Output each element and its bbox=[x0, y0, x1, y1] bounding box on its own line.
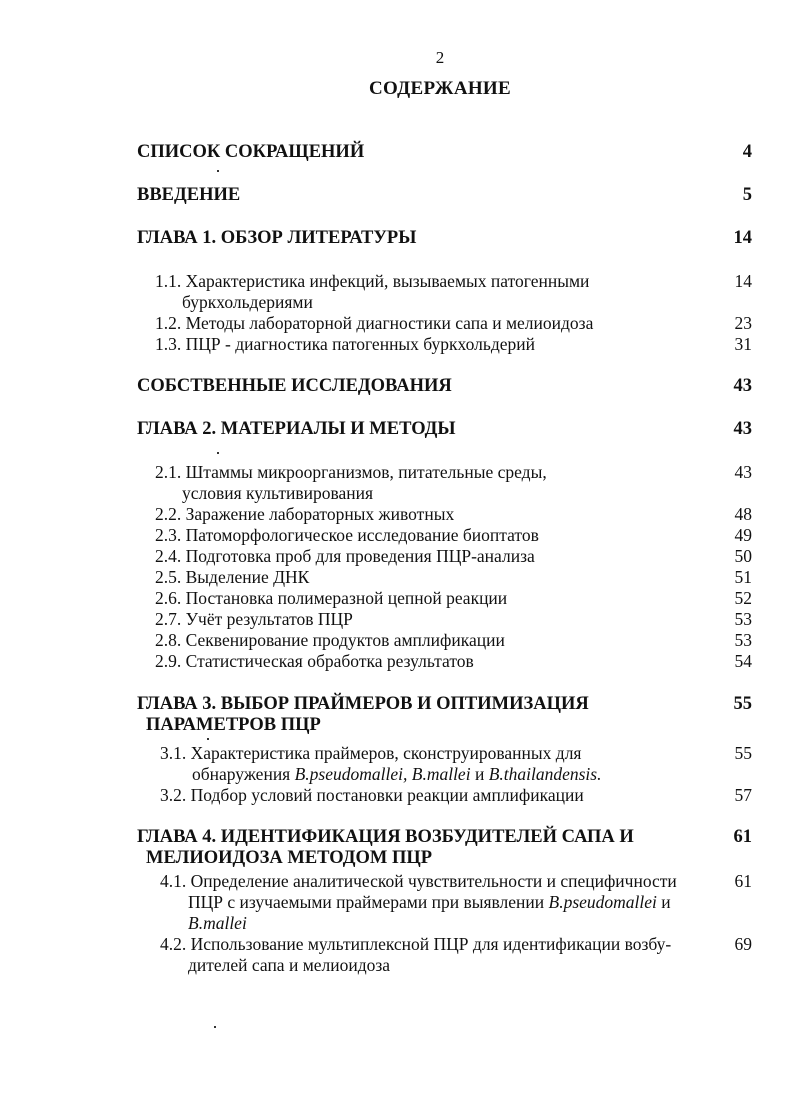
toc-entry-page: 5 bbox=[742, 185, 752, 205]
species-name-b-thailandensis: B.thailandensis. bbox=[488, 764, 602, 784]
toc-entry-label: ГЛАВА 2. МАТЕРИАЛЫ И МЕТОДЫ bbox=[137, 419, 456, 439]
plain-text: обнаружения bbox=[192, 764, 295, 784]
toc-entry-page: 48 bbox=[734, 504, 752, 524]
toc-entry-page: 50 bbox=[734, 546, 752, 566]
toc-entry-page: 53 bbox=[734, 630, 752, 650]
toc-entry-page: 23 bbox=[734, 313, 752, 333]
toc-entry-label-continuation bbox=[192, 764, 601, 785]
toc-entry-page: 51 bbox=[734, 567, 752, 587]
toc-entry-page: 52 bbox=[734, 588, 752, 608]
toc-entry-page: 43 bbox=[733, 376, 752, 396]
toc-entry-label-continuation: буркхольдериями bbox=[182, 292, 313, 312]
toc-entry-page: 57 bbox=[734, 785, 752, 805]
toc-section-1-1[interactable] bbox=[0, 271, 798, 313]
toc-entry-page: 61 bbox=[733, 827, 752, 847]
species-name-b-pseudomallei: B.pseudomallei, bbox=[294, 764, 408, 784]
scan-speck bbox=[214, 1026, 216, 1028]
toc-entry-page: 49 bbox=[734, 525, 752, 545]
toc-entry-label-continuation: МЕЛИОИДОЗА МЕТОДОМ ПЦР bbox=[146, 848, 433, 868]
plain-text: и bbox=[470, 764, 489, 784]
toc-entry-label: ВВЕДЕНИЕ bbox=[137, 185, 241, 205]
toc-entry-label-continuation bbox=[188, 913, 247, 934]
scan-speck bbox=[217, 170, 219, 172]
toc-section-4-1[interactable] bbox=[0, 871, 798, 934]
toc-entry-label: ГЛАВА 4. ИДЕНТИФИКАЦИЯ ВОЗБУДИТЕЛЕЙ САПА И bbox=[137, 827, 634, 847]
toc-entry-label: 1.3. ПЦР - диагностика патогенных буркхольдерий bbox=[155, 334, 536, 354]
toc-entry-page: 31 bbox=[734, 334, 752, 354]
toc-entry-label: 2.6. Постановка полимеразной цепной реакции bbox=[155, 588, 508, 608]
toc-chapter-4[interactable] bbox=[0, 827, 798, 869]
toc-entry-label: 2.3. Патоморфологическое исследование биоптатов bbox=[155, 525, 539, 545]
toc-entry-label: СОБСТВЕННЫЕ ИССЛЕДОВАНИЯ bbox=[137, 376, 452, 396]
toc-entry-label: 4.1. Определение аналитической чувствительности и специфичности bbox=[160, 871, 677, 891]
scan-speck bbox=[217, 452, 219, 454]
toc-entry-page: 69 bbox=[734, 934, 752, 954]
toc-entry-page: 14 bbox=[733, 228, 752, 248]
toc-entry-page: 43 bbox=[734, 462, 752, 482]
toc-entry-label: 2.2. Заражение лабораторных животных bbox=[155, 504, 455, 524]
page-number: 2 bbox=[435, 48, 445, 67]
toc-entry-label-continuation: ПАРАМЕТРОВ ПЦР bbox=[146, 715, 321, 735]
toc-entry-label: ГЛАВА 1. ОБЗОР ЛИТЕРАТУРЫ bbox=[137, 228, 417, 248]
toc-entry-label: 3.2. Подбор условий постановки реакции амплификации bbox=[160, 785, 584, 805]
page-title: СОДЕРЖАНИЕ bbox=[369, 78, 511, 99]
toc-entry-label: 2.4. Подготовка проб для проведения ПЦР-анализа bbox=[155, 546, 535, 566]
species-name-b-mallei: B.mallei bbox=[411, 764, 471, 784]
toc-entry-label: 2.8. Секвенирование продуктов амплификации bbox=[155, 630, 505, 650]
species-name-b-pseudomallei: B.pseudomallei bbox=[548, 892, 657, 912]
toc-entry-page: 43 bbox=[733, 419, 752, 439]
toc-entry-label: СПИСОК СОКРАЩЕНИЙ bbox=[137, 142, 365, 162]
toc-entry-label: 3.1. Характеристика праймеров, сконструированных для bbox=[160, 743, 582, 763]
toc-chapter-3[interactable] bbox=[0, 694, 798, 736]
toc-section-4-2[interactable] bbox=[0, 934, 798, 976]
toc-entry-page: 4 bbox=[742, 142, 752, 162]
toc-entry-label: 1.1. Характеристика инфекций, вызываемых патогенными bbox=[155, 271, 590, 291]
toc-entry-label: 2.1. Штаммы микроорганизмов, питательные среды, bbox=[155, 462, 547, 482]
toc-entry-label: ГЛАВА 3. ВЫБОР ПРАЙМЕРОВ И ОПТИМИЗАЦИЯ bbox=[137, 694, 589, 714]
toc-entry-label-continuation: дителей сапа и мелиоидоза bbox=[188, 955, 391, 975]
toc-entry-label: 1.2. Методы лабораторной диагностики сапа и мелиоидоза bbox=[155, 313, 594, 333]
toc-entry-label-continuation: условия культивирования bbox=[182, 483, 374, 503]
toc-entry-page: 61 bbox=[734, 871, 752, 891]
toc-entry-label: 2.7. Учёт результатов ПЦР bbox=[155, 609, 353, 629]
toc-entry-label: 2.9. Статистическая обработка результатов bbox=[155, 651, 474, 671]
toc-entry-page: 55 bbox=[734, 743, 752, 763]
plain-text: и bbox=[656, 892, 671, 912]
toc-entry-page: 14 bbox=[734, 271, 752, 291]
toc-entry-label: 4.2. Использование мультиплексной ПЦР для идентификации возбу- bbox=[160, 934, 672, 954]
toc-entry-page: 54 bbox=[734, 651, 752, 671]
toc-entry-label-continuation bbox=[188, 892, 671, 913]
toc-section-2-1[interactable] bbox=[0, 462, 798, 504]
toc-entry-label: 2.5. Выделение ДНК bbox=[155, 567, 310, 587]
plain-text: ПЦР с изучаемыми праймерами при выявлении bbox=[188, 892, 549, 912]
toc-entry-page: 53 bbox=[734, 609, 752, 629]
toc-entry-page: 55 bbox=[733, 694, 752, 714]
toc-section-3-1[interactable] bbox=[0, 743, 798, 785]
scan-speck bbox=[207, 738, 209, 740]
species-name-b-mallei: B.mallei bbox=[188, 913, 247, 933]
